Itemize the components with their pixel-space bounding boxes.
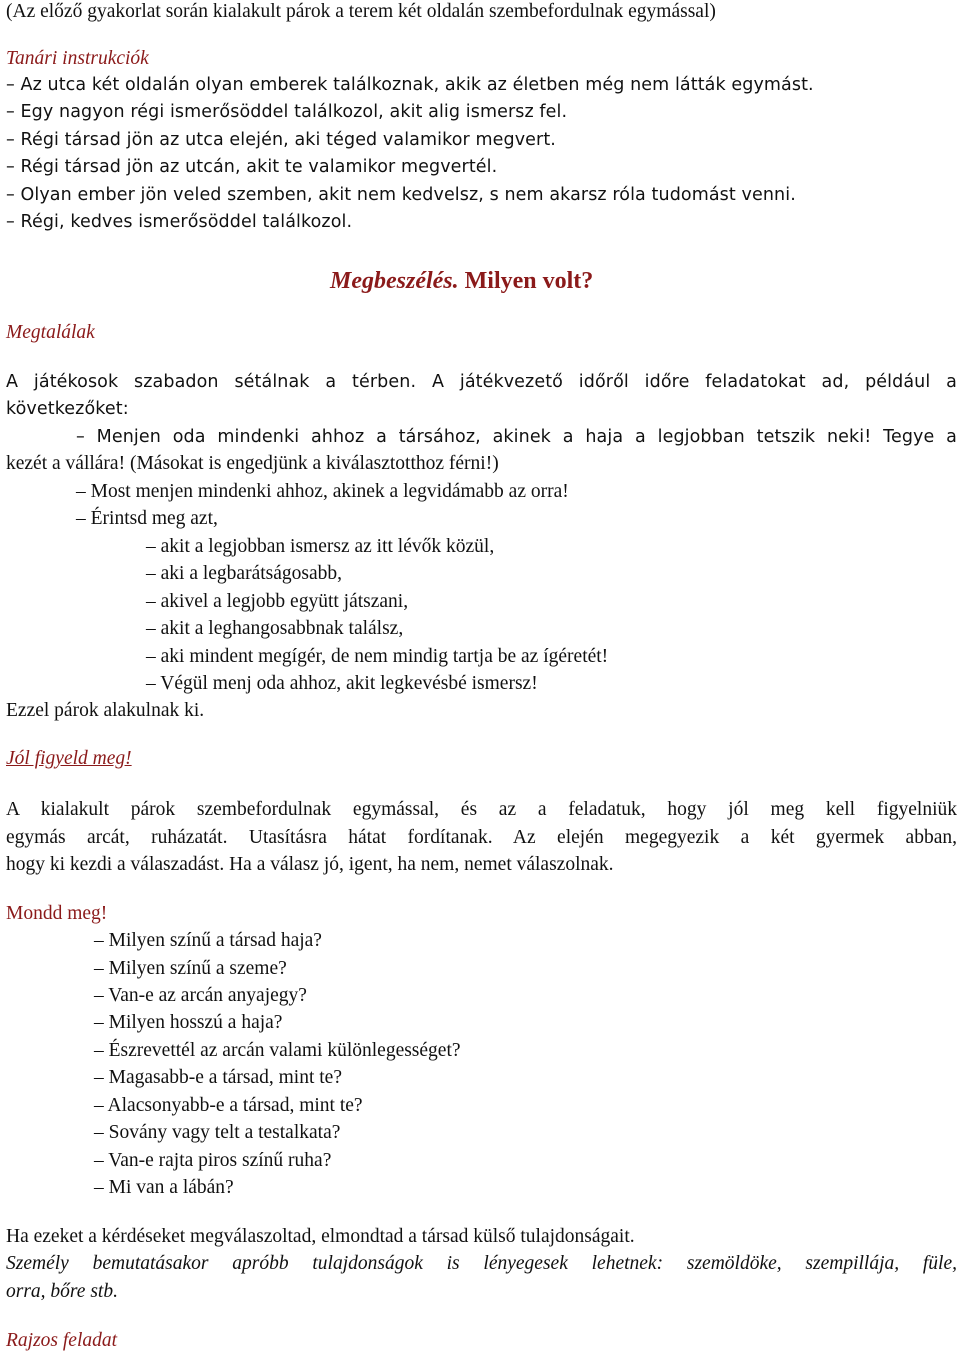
question-item: – Van-e az arcán anyajegy?	[94, 985, 307, 1006]
discussion-heading-italic: Megbeszélés.	[330, 268, 459, 294]
watch-paragraph-line: hogy ki kezdi a válaszadást. Ha a válasz jó, igent, ha nem, nemet válaszolnak.	[6, 854, 614, 875]
watch-paragraph-line: A kialakult párok szembefordulnak egymással, és az a feladatuk, hogy jól meg kell figyelniük	[6, 799, 957, 820]
question-item: – Mi van a lábán?	[94, 1177, 234, 1198]
instruction-item: – Régi társad jön az utcán, akit te valamikor megvertél.	[6, 157, 498, 177]
meet-item: – Érintsd meg azt,	[76, 508, 218, 529]
meet-item-cont: kezét a vállára! (Másokat is engedjünk a kiválasztotthoz férni!)	[6, 453, 499, 474]
meet-subitem: – Végül menj oda ahhoz, akit legkevésbé ismersz!	[146, 673, 538, 694]
question-item: – Milyen színű a szeme?	[94, 958, 287, 979]
meet-closing: Ezzel párok alakulnak ki.	[6, 700, 205, 721]
intro-text: (Az előző gyakorlat során kialakult párok a terem két oldalán szembefordulnak egymással)	[6, 1, 716, 22]
watch-title: Jól figyeld meg!	[6, 748, 132, 769]
instruction-item: – Az utca két oldalán olyan emberek találkoznak, akik az életben még nem látták egymást.	[6, 75, 814, 95]
summary-text: Ha ezeket a kérdéseket megválaszoltad, elmondtad a társad külső tulajdonságait.	[6, 1226, 635, 1247]
meet-paragraph-line: A játékosok szabadon sétálnak a térben. A játékvezető időről időre feladatokat ad, például a	[6, 372, 957, 392]
meet-subitem: – akit a leghangosabbnak találsz,	[146, 618, 404, 639]
question-item: – Sovány vagy telt a testalkata?	[94, 1122, 341, 1143]
tell-title: Mondd meg!	[6, 903, 108, 924]
meet-subitem: – akit a legjobban ismersz az itt lévők közül,	[146, 536, 495, 557]
meet-item: – Most menjen mindenki ahhoz, akinek a legvidámabb az orra!	[76, 481, 569, 502]
instruction-item: – Régi társad jön az utca elején, aki téged valamikor megvert.	[6, 130, 556, 150]
discussion-heading-rest: Milyen volt?	[458, 268, 594, 294]
question-item: – Magasabb-e a társad, mint te?	[94, 1067, 342, 1088]
instructions-title: Tanári instrukciók	[6, 48, 149, 69]
note-line: orra, bőre stb.	[6, 1281, 118, 1302]
question-item: – Észrevettél az arcán valami különlegességet?	[94, 1040, 461, 1061]
question-item: – Alacsonyabb-e a társad, mint te?	[94, 1095, 363, 1116]
question-item: – Van-e rajta piros színű ruha?	[94, 1150, 332, 1171]
meet-paragraph-line: következőket:	[6, 399, 129, 419]
drawing-title: Rajzos feladat	[6, 1330, 118, 1351]
question-item: – Milyen hosszú a haja?	[94, 1012, 283, 1033]
meet-subitem: – akivel a legjobb együtt játszani,	[146, 591, 409, 612]
instruction-item: – Régi, kedves ismerősöddel találkozol.	[6, 212, 353, 232]
watch-paragraph-line: egymás arcát, ruházatát. Utasításra hátat fordítanak. Az elején megegyezik a két gyermek abban,	[6, 827, 957, 848]
instruction-item: – Egy nagyon régi ismerősöddel találkozol, akit alig ismersz fel.	[6, 102, 568, 122]
note-line: Személy bemutatásakor apróbb tulajdonságok is lényegesek lehetnek: szemöldöke, szempillája, füle,	[6, 1253, 957, 1274]
instruction-item: – Olyan ember jön veled szemben, akit nem kedvelsz, s nem akarsz róla tudomást venni.	[6, 185, 796, 205]
meet-item: – Menjen oda mindenki ahhoz a társához, akinek a haja a legjobban tetszik neki! Tegye a	[76, 427, 957, 447]
meet-title: Megtalálak	[6, 322, 95, 343]
question-item: – Milyen színű a társad haja?	[94, 930, 322, 951]
meet-subitem: – aki a legbarátságosabb,	[146, 563, 343, 584]
discussion-heading	[330, 266, 960, 296]
meet-subitem: – aki mindent megígér, de nem mindig tartja be az ígéretét!	[146, 646, 609, 667]
